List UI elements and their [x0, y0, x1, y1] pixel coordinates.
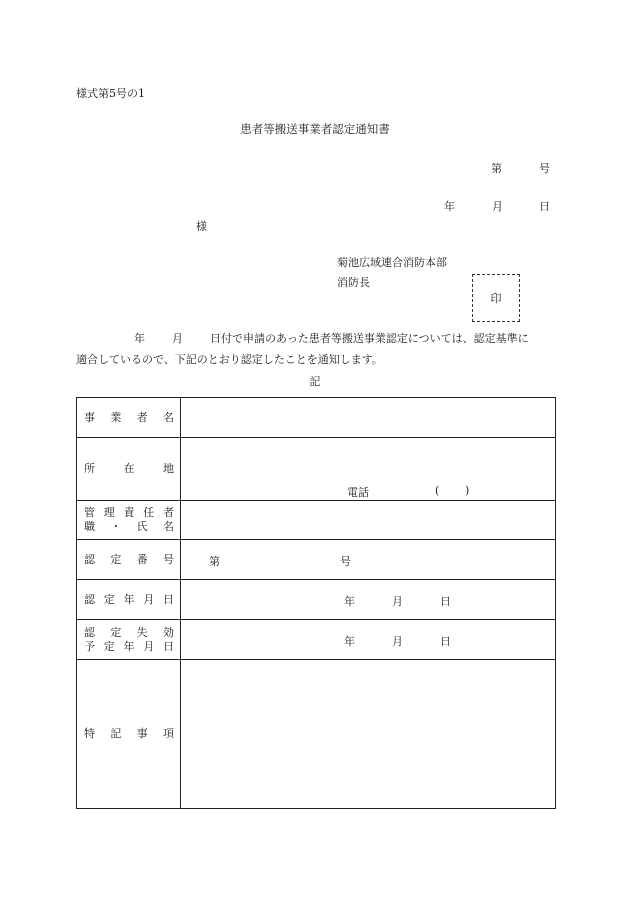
- notice-body: [76, 328, 556, 370]
- business-name-label: 事業者名: [77, 398, 181, 437]
- issue-date-day: 日: [539, 200, 550, 213]
- row-cert-date: [77, 580, 555, 620]
- expiry-year: 年: [344, 635, 355, 648]
- certification-table: [76, 397, 556, 809]
- issue-date-month: 月: [492, 200, 503, 213]
- cert-date-field[interactable]: [181, 580, 555, 619]
- location-label: 所在地: [77, 438, 181, 500]
- notice-month: 月: [172, 332, 183, 345]
- notice-line-1: [76, 328, 556, 349]
- phone-close-paren: ): [465, 484, 470, 497]
- cert-date-month: 月: [392, 595, 403, 608]
- row-remarks: [77, 660, 555, 808]
- issue-date-year: 年: [444, 200, 455, 213]
- seal-label: 印: [490, 292, 502, 305]
- cert-number-label: 認定番号: [77, 540, 181, 579]
- doc-number-suffix: 号: [539, 162, 550, 175]
- manager-field[interactable]: [181, 501, 555, 539]
- cert-date-label: 認定年月日: [77, 580, 181, 619]
- ki-heading: 記: [309, 375, 321, 388]
- expiry-field[interactable]: [181, 620, 555, 659]
- phone-open-paren: (: [435, 484, 440, 497]
- issuer-organization: 菊池広域連合消防本部: [337, 256, 447, 269]
- notice-line-2: 適合しているので、下記のとおり認定したことを通知します。: [76, 353, 383, 366]
- seal-box: [472, 274, 520, 322]
- manager-label: 管理責任者 職・氏名: [77, 501, 181, 539]
- cert-number-field[interactable]: [181, 540, 555, 579]
- issuer-title: 消防長: [337, 276, 370, 289]
- notice-year: 年: [134, 332, 145, 345]
- cert-date-year: 年: [344, 595, 355, 608]
- location-field[interactable]: [181, 438, 555, 500]
- row-business-name: [77, 398, 555, 438]
- row-expiry: [77, 620, 555, 660]
- form-number: 様式第5号の1: [76, 87, 145, 100]
- notice-line-1-text: 日付で申請のあった患者等搬送事業認定については、認定基準に: [210, 332, 529, 345]
- phone-label: 電話: [347, 486, 369, 499]
- row-manager: [77, 501, 555, 540]
- cert-date-day: 日: [440, 595, 451, 608]
- expiry-month: 月: [392, 635, 403, 648]
- business-name-field[interactable]: [181, 398, 555, 437]
- row-location: [77, 438, 555, 501]
- cert-number-prefix: 第: [209, 555, 220, 568]
- expiry-label: 認定失効 予定年月日: [77, 620, 181, 659]
- addressee-suffix: 様: [196, 220, 207, 233]
- doc-number-prefix: 第: [491, 162, 502, 175]
- expiry-day: 日: [440, 635, 451, 648]
- remarks-label: 特記事項: [77, 660, 181, 808]
- row-cert-number: [77, 540, 555, 580]
- document-title: 患者等搬送事業者認定通知書: [240, 122, 390, 136]
- remarks-field[interactable]: [181, 660, 555, 808]
- cert-number-suffix: 号: [340, 555, 351, 568]
